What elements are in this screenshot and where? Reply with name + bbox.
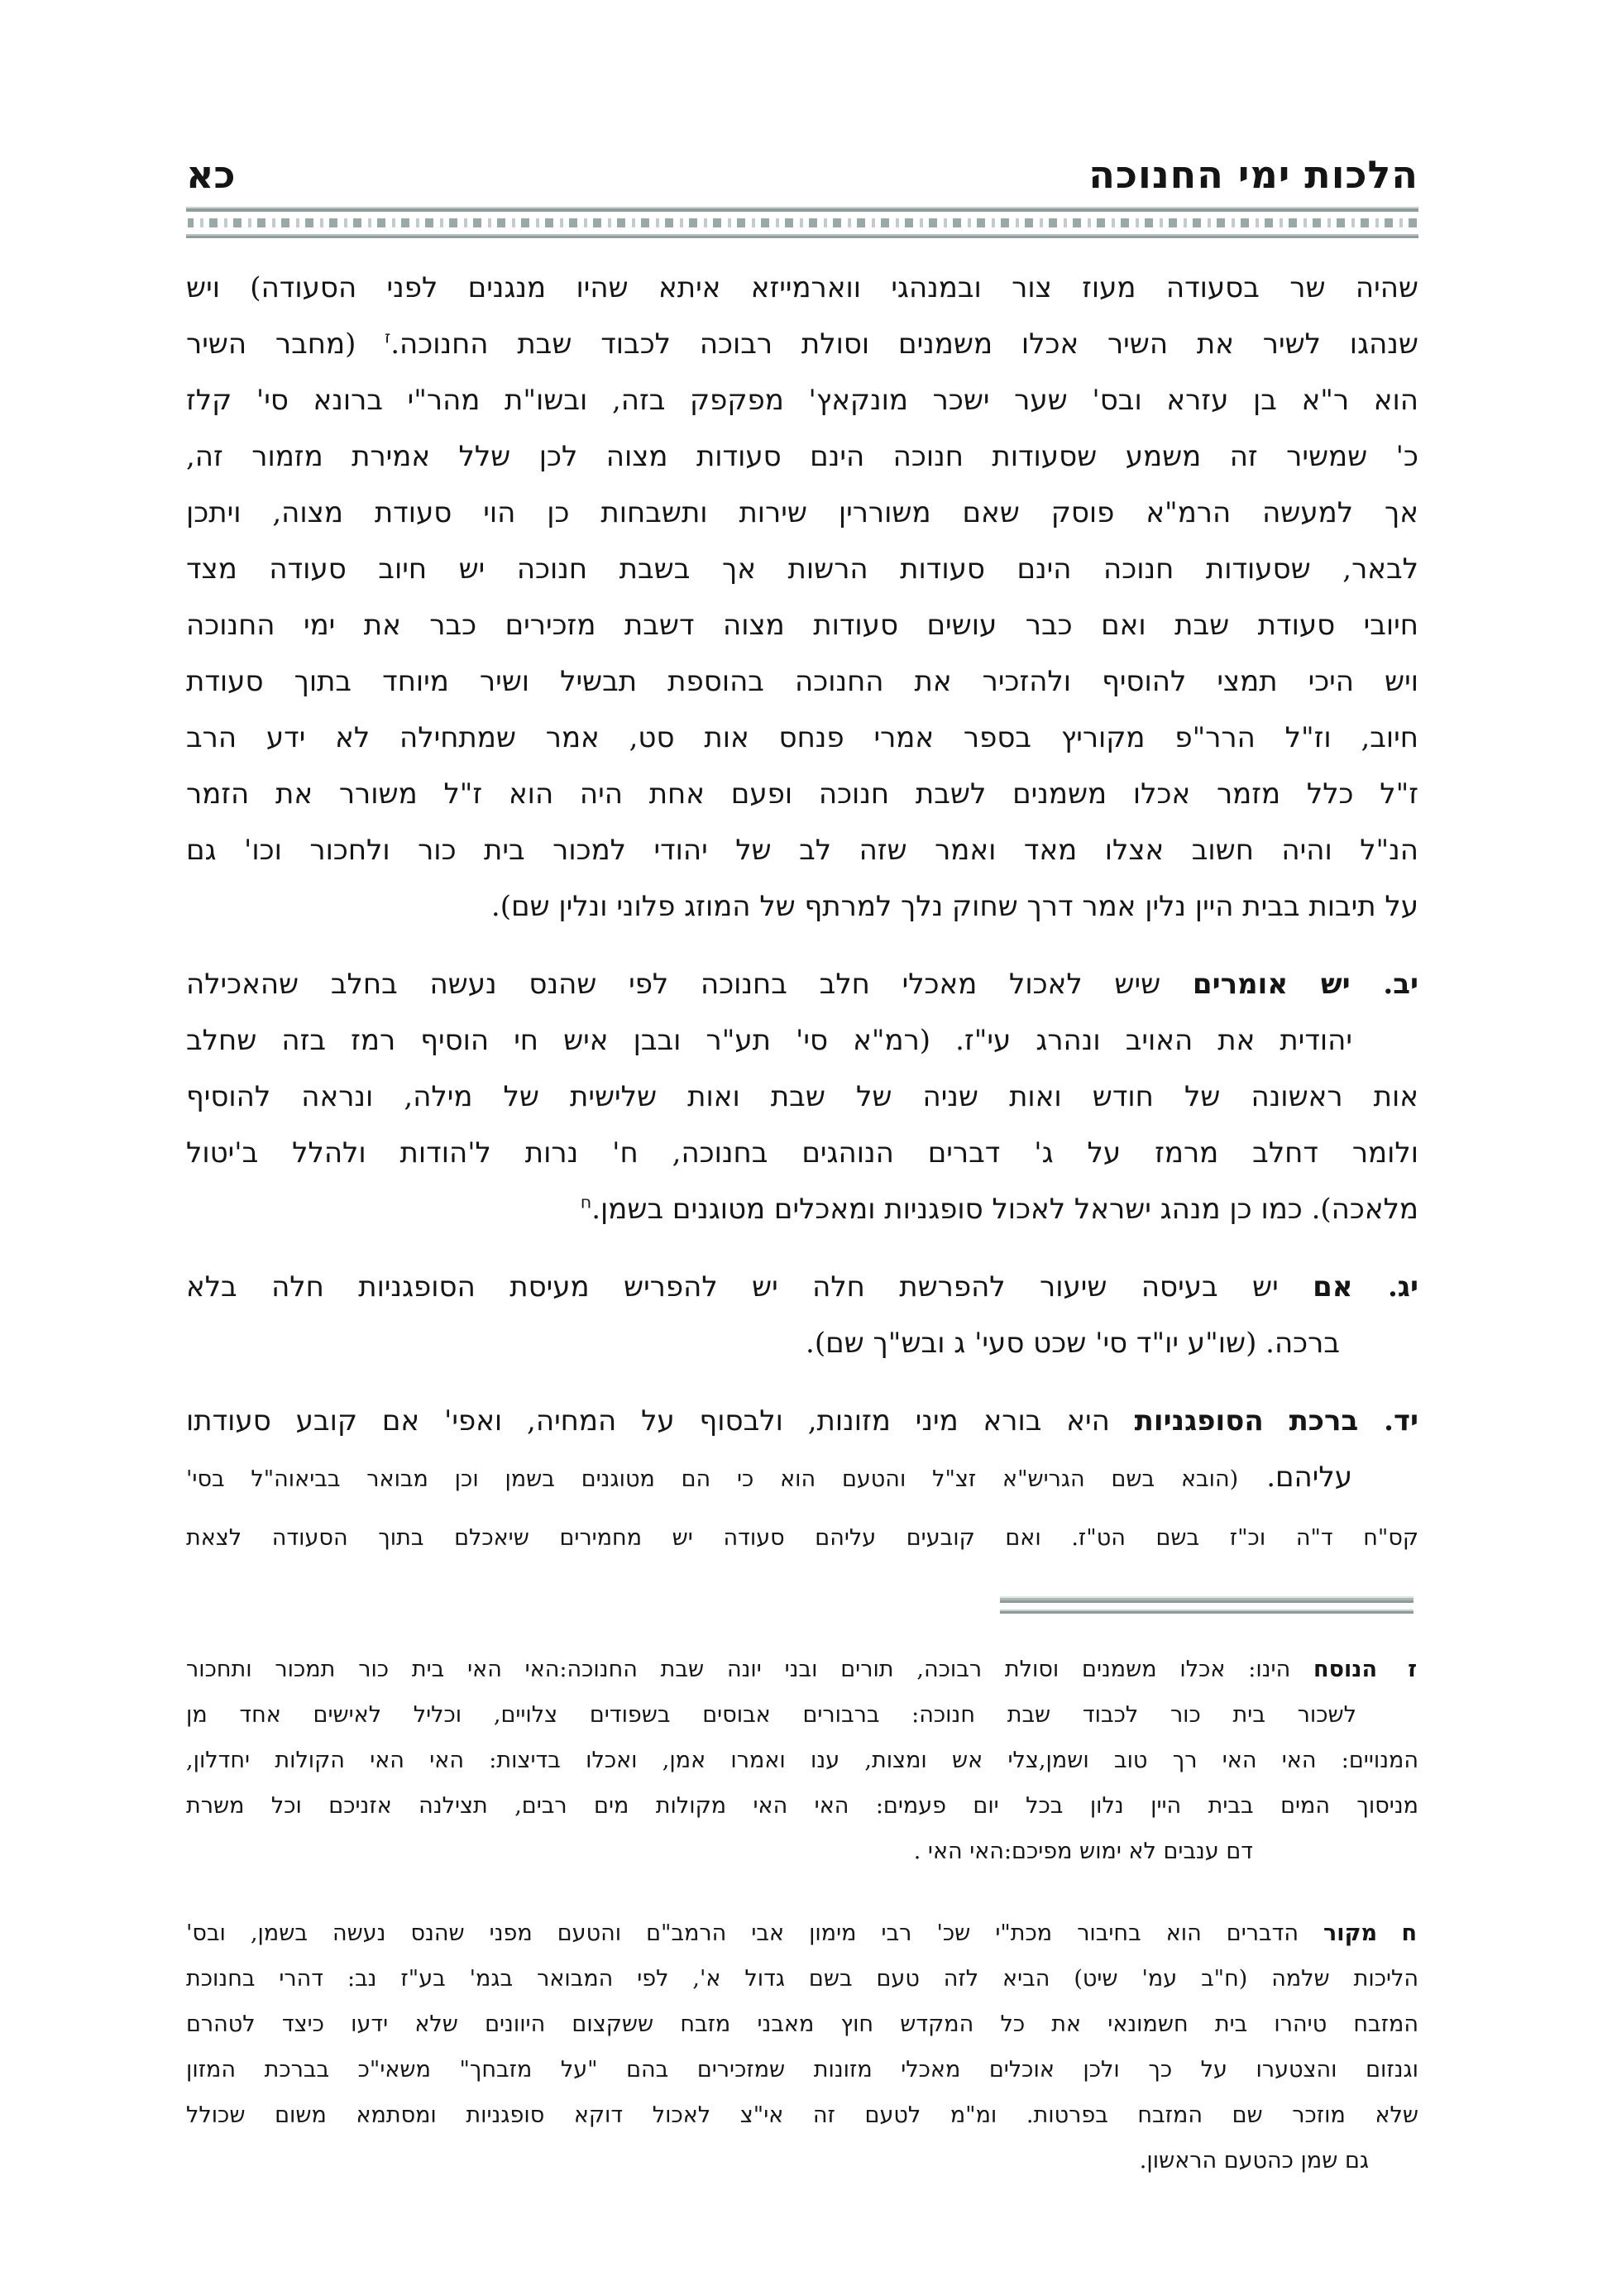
- text-line: [186, 2002, 1418, 2047]
- divider-rule-bottom: [1000, 1610, 1413, 1614]
- text-segment: על תיבות בבית היין נלין אמר דרך שחוק נלך למרתף של המוזג פלוני ונלין שם).: [490, 890, 1418, 923]
- text-segment: יהודית את האויב ונהרג עי"ז. (רמ"א סי' תע"ר ובבן איש חי הוסיף רמז בזה שחלב: [186, 1024, 1352, 1057]
- divider-rule-top: [1000, 1596, 1413, 1603]
- text-segment: יד. ברכת הסופגניות: [1134, 1404, 1418, 1437]
- text-line: [186, 1259, 1418, 1315]
- text-segment: שנהגו לשיר את השיר אכלו משמנים וסולת רבוכה לכבוד שבת החנוכה.: [390, 328, 1418, 361]
- page-number: כא: [186, 152, 236, 197]
- text-segment: וגנזום והצטערו על כך ולכן אוכלים מאכלי מזונות שמזכירים בהם "על מזבחך" משאי"כ בברכת המזון: [186, 2057, 1418, 2083]
- text-segment: יב. יש אומרים: [1192, 968, 1418, 1001]
- text-segment: שיש לאכול מאכלי חלב בחנוכה לפי שהנס נעשה בחלב שהאכילה: [186, 968, 1193, 1001]
- footnote-marker: ח: [1401, 1921, 1417, 1946]
- text-segment: המנויים: האי האי רך טוב ושמן,צלי אש ומצות, ענו ואמרו אמן, ואכלו בדיצות: האי האי הקולות יחדלון,: [186, 1748, 1418, 1773]
- text-segment: יש בעיסה שיעור להפרשת חלה יש להפריש מעיסת הסופגניות חלה בלא: [186, 1270, 1313, 1303]
- text-line: [186, 541, 1418, 597]
- text-segment: (הובא בשם הגריש"א זצ"ל והטעם הוא כי הם מטוגנים בשמן וכן מבואר בביאוה"ל בסי': [186, 1466, 1239, 1492]
- paragraph-halacha-13: [186, 1259, 1418, 1371]
- text-line: [186, 653, 1418, 710]
- text-line: [186, 956, 1418, 1012]
- text-line: [186, 1647, 1418, 1692]
- footnote-ref: ח: [580, 1192, 592, 1213]
- footnotes-section: [186, 1647, 1418, 2184]
- text-segment: לשכור בית כור לכבוד שבת חנוכה: ברבורים אבוסים בשפודים צלויים, וכליל לאישים אחד מן: [186, 1702, 1356, 1728]
- page-header: [186, 152, 1418, 197]
- text-line: [186, 428, 1418, 485]
- text-segment: כ' שמשיר זה משמע שסעודות חנוכה הינם סעודות מצוה לכן שלל אמירת מזמור זה,: [186, 440, 1418, 473]
- text-line: [186, 1315, 1418, 1371]
- text-line: [186, 1012, 1418, 1069]
- text-segment: ברכה. (שו"ע יו"ד סי' שכט סעי' ג ובש"ך שם).: [806, 1327, 1340, 1360]
- text-line: [186, 597, 1418, 653]
- paragraph-continuation: [186, 260, 1418, 935]
- footnote-ref: ז: [385, 327, 391, 347]
- text-line: [186, 822, 1418, 878]
- text-line: [186, 1738, 1418, 1783]
- text-segment: מלאכה). כמו כן מנהג ישראל לאכול סופגניות ומאכלים מטוגנים בשמן.: [591, 1193, 1418, 1226]
- footnote-body: [186, 1911, 1418, 2184]
- text-segment: הליכות שלמה (ח"ב עמ' שיט) הביא לזה טעם בשם גדול א', לפי המבואר בגמ' בע"ז נב: דהרי בחנוכת: [186, 1966, 1418, 1992]
- text-line: [186, 1829, 1418, 1874]
- text-line: [186, 485, 1418, 541]
- text-segment: הנ"ל והיה חשוב אצלו מאד ואמר שזה לב של יהודי למכור בית כור ולחכור וכו' גם: [186, 834, 1418, 867]
- text-segment: (מחבר השיר: [186, 328, 385, 361]
- text-line: [186, 1783, 1418, 1829]
- text-line: [186, 372, 1418, 428]
- text-segment: מניסוך המים בבית היין נלון בכל יום פעמים: האי האי מקולות מים רבים, תצילנה אזניכם וכל משרת: [186, 1793, 1418, 1819]
- text-line: [186, 1956, 1418, 2002]
- text-line: [186, 1069, 1418, 1125]
- text-segment: חיובי סעודת שבת ואם כבר עושים סעודות מצוה דשבת מזכירים כבר את ימי החנוכה: [186, 609, 1418, 642]
- decorative-border: [186, 207, 1418, 238]
- text-segment: קס"ח ד"ה וכ"ז בשם הט"ז. ואם קובעים עליהם סעודה יש מחמירים שיאכלם בתוך הסעודה לצאת: [186, 1525, 1418, 1551]
- text-segment: המזבח טיהרו בית חשמונאי את כל המקדש חוץ מאבני מזבח ששקצום היוונים שלא ידעו כיצד לטהרם: [186, 2011, 1418, 2037]
- page-title: הלכות ימי החנוכה: [1088, 152, 1418, 197]
- text-segment: שהיה שר בסעודה מעוז צור ובמנהגי ווארמייזא איתא שהיו מנגנים לפני הסעודה) ויש: [186, 271, 1418, 304]
- text-segment: דם ענבים לא ימוש מפיכם:האי האי .: [913, 1839, 1253, 1864]
- text-segment: עליהם.: [1238, 1461, 1352, 1494]
- text-segment: ז"ל כלל מזמר אכלו משמנים לשבת חנוכה ופעם אחת היה הוא ז"ל משורר את הזמר: [186, 777, 1418, 811]
- text-segment: חיוב, וז"ל הרר"פ מקוריץ בספר אמרי פנחס אות סט, אמר שמתחילה לא ידע הרב: [186, 721, 1418, 754]
- border-rule-bottom: [186, 234, 1418, 238]
- text-line: [186, 878, 1418, 935]
- text-line: [186, 766, 1418, 822]
- text-segment: ולומר דחלב מרמז על ג' דברים הנוהגים בחנוכה, ח' נרות ל'הודות ולהלל ב'יטול: [186, 1136, 1418, 1170]
- text-line: [186, 1692, 1418, 1738]
- text-line: [186, 2047, 1418, 2093]
- paragraph-halacha-14: [186, 1393, 1418, 1567]
- border-rule-top: [186, 207, 1418, 212]
- text-segment: הנוסח: [1313, 1657, 1377, 1682]
- footnote-body: [186, 1647, 1418, 1874]
- text-segment: אות ראשונה של חודש ואות שניה של שבת ואות שלישית של מילה, ונראה להוסיף: [186, 1080, 1418, 1113]
- text-line: [186, 260, 1418, 316]
- text-line: [186, 1181, 1418, 1237]
- text-segment: יג. אם: [1313, 1270, 1418, 1303]
- text-segment: הוא ר"א בן עזרא ובס' שער ישכר מונקאץ' מפקפק בזה, ובשו"ת מהר"י ברונא סי' קלז: [186, 384, 1418, 417]
- text-line: [186, 1911, 1418, 1956]
- text-line: [186, 1449, 1418, 1508]
- text-line: [186, 1508, 1418, 1567]
- text-line: [186, 1393, 1418, 1449]
- text-segment: ויש היכי תמצי להוסיף ולהזכיר את החנוכה בהוספת תבשיל ושיר מיוחד בתוך סעודת: [186, 665, 1418, 698]
- text-line: [186, 1125, 1418, 1181]
- paragraph-halacha-12: [186, 956, 1418, 1237]
- main-text: [186, 260, 1418, 1567]
- text-segment: הינו: אכלו משמנים וסולת רבוכה, תורים ובני יונה שבת החנוכה:האי האי בית כור תמכור ותחכור: [186, 1657, 1314, 1682]
- text-segment: מקור: [1323, 1921, 1377, 1946]
- text-segment: לבאר, שסעודות חנוכה הינם סעודות הרשות אך בשבת חנוכה יש חיוב סעודה מצד: [186, 552, 1418, 586]
- text-line: [186, 2093, 1418, 2138]
- text-segment: אך למעשה הרמ"א פוסק שאם משוררין שירות ותשבחות כן הוי סעודת מצוה, ויתכן: [186, 496, 1418, 529]
- footnote-marker: ז: [1408, 1657, 1417, 1682]
- text-line: [186, 2138, 1418, 2184]
- text-line: [186, 710, 1418, 766]
- footnotes-divider: [1000, 1596, 1413, 1614]
- text-segment: שלא מוזכר שם המזבח בפרטות. ומ"מ לטעם זה אי"צ לאכול דוקא סופגניות ומסתמא משום שכולל: [186, 2102, 1418, 2128]
- border-tick-row: [188, 218, 1417, 227]
- text-segment: היא בורא מיני מזונות, ולבסוף על המחיה, ואפי' אם קובע סעודתו: [186, 1404, 1135, 1437]
- text-segment: הדברים הוא בחיבור מכת"י שכ' רבי מימון אבי הרמב"ם והטעם מפני שהנס נעשה בשמן, ובס': [186, 1921, 1324, 1946]
- footnote-zayin: [186, 1647, 1418, 1874]
- text-line: [186, 316, 1418, 372]
- text-segment: גם שמן כהטעם הראשון.: [1139, 2148, 1369, 2174]
- footnote-chet: [186, 1911, 1418, 2184]
